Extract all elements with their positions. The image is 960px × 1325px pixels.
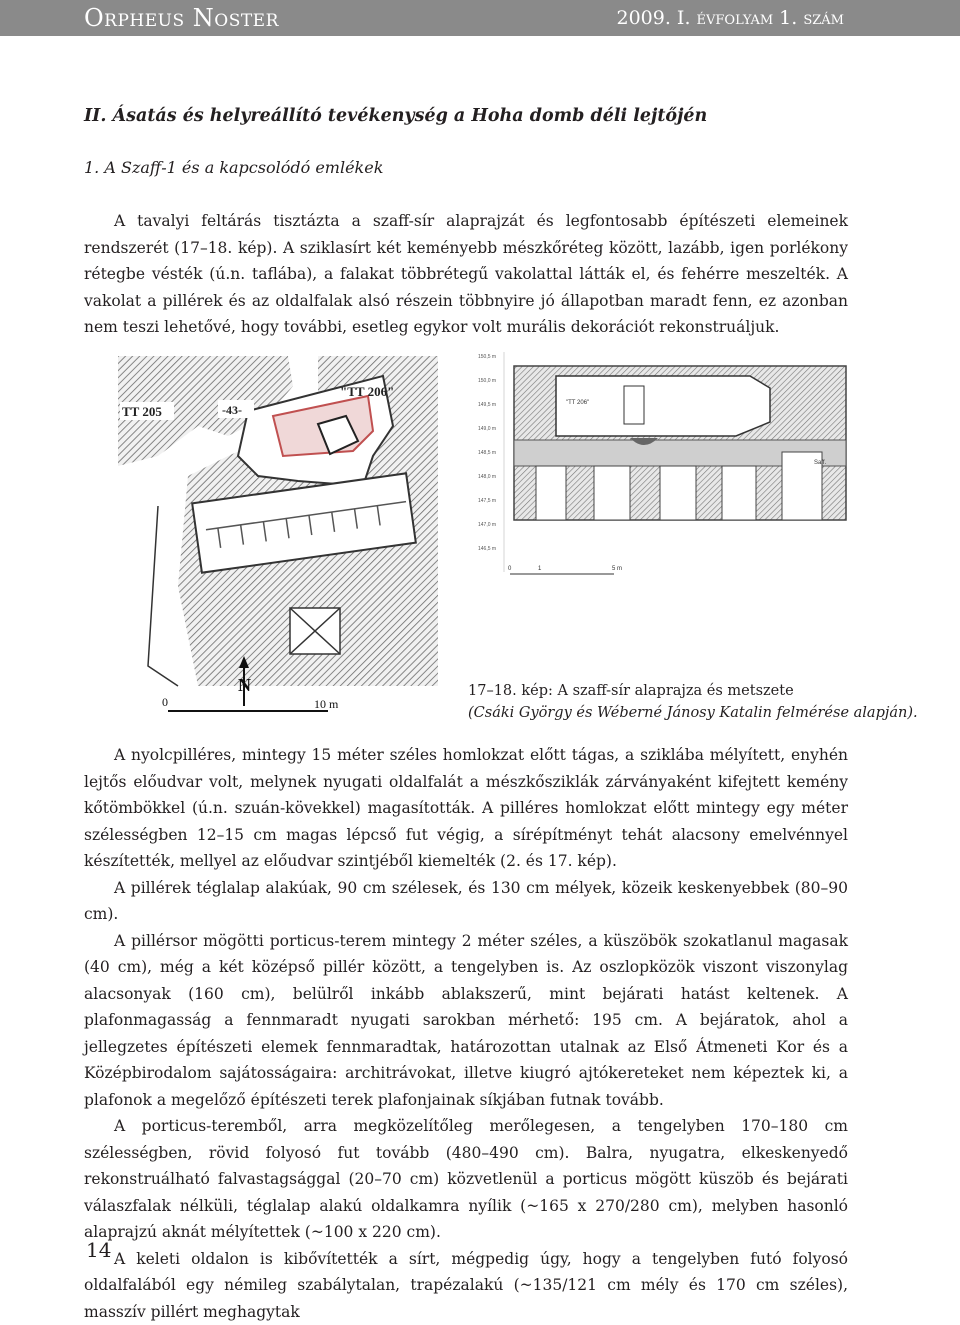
plan-scale-end: 10 m — [314, 697, 339, 711]
paragraph: A nyolcpilléres, mintegy 15 méter széles homlokzat előtt tágas, a sziklába mélyített, enyhén lejtős előudvar volt, melynek nyugati oldalfalát a mészkősziklák zárványaként kifejtett kemény kőtömbökkel (ú.n. szuán-kövekkel) magasították. A pilléres homlokzat előtt mintegy egy méter szélességben 12–15 cm magas lépcső fut végig, a sírépítményt tehát alacsony emelvénnyel készítették, mellyel az előudvar szintjéből kiemelték (2. és 17. kép). — [84, 742, 848, 875]
elevation-label: 149,0 m — [478, 426, 496, 432]
subsection-title: 1. A Szaff-1 és a kapcsolódó emlékek — [84, 158, 383, 177]
site-plan-figure — [118, 356, 438, 718]
journal-title: Orpheus Noster — [84, 4, 279, 32]
section-scale-one: 1 — [538, 566, 542, 572]
section-door — [624, 386, 644, 424]
paragraph: A porticus-teremből, arra megközelítőleg merőlegesen, a tengelyben 170–180 cm szélességben, rövid folyosó fut tovább (480–490 cm). Balra, nyugatra, elkeskenyedő rekonstruálható falvastagsággal (20–70 cm) közvetlenül a porticus mögött küszöb és bejárati válaszfalak nélküli, téglalap alakú oldalkamra nyílik (~165 x 270/280 cm), melyben hasonló alaprajzú aknát mélyítettek (~100 x 220 cm). — [84, 1113, 848, 1246]
label-43: -43- — [222, 403, 242, 417]
elevation-label: 147,0 m — [478, 522, 496, 528]
elevation-label: 150,5 m — [478, 354, 496, 360]
section-scale-end: 5 m — [612, 566, 622, 572]
issue-label: 2009. I. évfolyam 1. szám — [617, 7, 845, 29]
elevation-label: 148,0 m — [478, 474, 496, 480]
paragraph-intro: A tavalyi feltárás tisztázta a szaff-sír alaprajzát és legfontosabb építészeti elemeinek rendszerét (17–18. kép). A sziklasírt két keményebb mészkőréteg között, lazább, igen porlékony rétegbe vésték (ú.n. taflába), a falakat többrétegű vakolattal látták el, és fehérre meszelték. A vakolat a pillérek és az oldalfalak alsó részein többnyire jó állapotban maradt fenn, ez azonban nem teszi lehetővé, hogy további, esetleg egykor volt murális dekorációt rekonstruáljuk. — [84, 208, 848, 341]
elevation-label: 150,0 m — [478, 378, 496, 384]
pyramid-marker — [290, 608, 340, 654]
elevation-label: 147,5 m — [478, 498, 496, 504]
body-text — [84, 742, 848, 1325]
label-tt205: TT 205 — [122, 404, 162, 419]
paragraph: A pillérek téglalap alakúak, 90 cm szélesek, és 130 cm mélyek, közeik keskenyebbek (80–90 cm). — [84, 875, 848, 928]
paragraph: A pillérsor mögötti porticus-terem mintegy 2 méter széles, a küszöbök szokatlanul magasak (40 cm), még a két középső pillér között, a tengelyben is. Az oszlopközök viszont viszonylag alacsonyak (160 cm), belülről inkább ablakszerű, mint bejárati hatást keltenek. A plafonmagasság a fennmaradt nyugati sarokban mérhető: 195 cm. A bejáratok, ahol a jellegzetes építészeti elemek fennmaradtak, határozottan utalnak az Első Átmeneti Kor és a Középbirodalom sajátosságaira: architrávokat, illetve kiugró ajtókereteket nem képeztek ki, a plafonok a megelőző építészeti terek plafonjainak síkjában futnak tovább. — [84, 928, 848, 1114]
section-upper-chamber — [556, 376, 770, 436]
caption-line-1: 17–18. kép: A szaff-sír alaprajza és metszete — [468, 680, 918, 702]
elevation-label: 146,5 m — [478, 546, 496, 552]
label-tt206: "TT 206" — [340, 384, 394, 399]
plan-scale-zero: 0 — [162, 695, 168, 709]
page-number: 14 — [86, 1238, 111, 1262]
section-label-szaff: Saff. — [814, 460, 827, 466]
section-label-tt206: "TT 206" — [566, 400, 589, 406]
section-figure — [474, 352, 856, 586]
forecourt-wall — [148, 506, 178, 686]
elevation-label: 148,5 m — [478, 450, 496, 456]
paragraph: A keleti oldalon is kibővítették a sírt, mégpedig úgy, hogy a tengelyben futó folyosó oldalfalából egy némileg szabálytalan, trapézalakú (~135/121 cm mély és 170 cm széles), masszív pillért meghagytak — [84, 1246, 848, 1325]
running-header — [0, 0, 960, 36]
caption-line-2: (Csáki György és Wéberné Jánosy Katalin felmérése alapján). — [468, 702, 918, 724]
elevation-scale — [478, 354, 496, 552]
north-label: N — [238, 675, 251, 695]
section-title: II. Ásatás és helyreállító tevékenység a Hoha domb déli lejtőjén — [84, 106, 707, 126]
elevation-label: 149,5 m — [478, 402, 496, 408]
section-scale-zero: 0 — [508, 566, 512, 572]
figure-caption — [468, 680, 918, 724]
